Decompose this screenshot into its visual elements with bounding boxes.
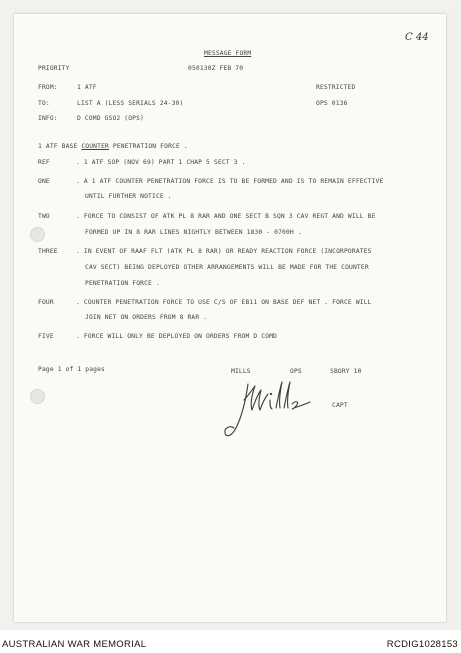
- para-label-two: TWO: [38, 213, 50, 220]
- para-line: . IN EVENT OF RAAF FLT (ATK PL 8 RAR) OR READY REACTION FORCE (INCORPORATES: [76, 248, 372, 255]
- info-label: INFO:: [38, 115, 58, 122]
- subject-line: [38, 143, 188, 151]
- para-line: CAV SECT) BEING DEPLOYED OTHER ARRANGEMENTS WILL BE MADE FOR THE COUNTER: [85, 264, 369, 271]
- sender-rank: CAPT: [332, 402, 348, 409]
- form-title: MESSAGE FORM: [204, 50, 252, 57]
- archive-reference: C 44: [405, 32, 429, 43]
- para-line: . FORCE TO CONSIST OF ATK PL 8 RAR AND ONE SECT B SQN 3 CAV REGT AND WILL BE: [76, 213, 376, 220]
- handwritten-signature: [222, 378, 326, 442]
- para-label-five: FIVE: [38, 333, 54, 340]
- sender-name: MILLS: [231, 368, 251, 375]
- para-line: UNTIL FURTHER NOTICE .: [85, 193, 172, 200]
- para-line: PENETRATION FORCE .: [85, 280, 160, 287]
- page-count: Page 1 of 1 pages: [38, 366, 105, 373]
- para-line: JOIN NET ON ORDERS FROM 8 RAR .: [85, 314, 208, 321]
- date-time-group: 050130Z FEB 70: [188, 65, 244, 72]
- para-label-one: ONE: [38, 178, 50, 185]
- subject-post: PENETRATION FORCE .: [108, 143, 188, 150]
- ops-number: OPS 0136: [316, 100, 348, 107]
- info-value: D COMD GSO2 (OPS): [77, 115, 144, 122]
- para-line: . A 1 ATF COUNTER PENETRATION FORCE IS TO BE FORMED AND IS TO REMAIN EFFECTIVE: [76, 178, 384, 185]
- subject-pre: 1 ATF BASE: [38, 143, 82, 150]
- from-label: FROM:: [38, 84, 58, 91]
- para-line: . FORCE WILL ONLY BE DEPLOYED ON ORDERS FROM D COMD: [76, 333, 277, 340]
- subject-underlined: COUNTER: [81, 143, 109, 150]
- para-label-four: FOUR: [38, 299, 54, 306]
- para-label-ref: REF: [38, 159, 50, 166]
- sender-branch: OPS: [290, 368, 302, 375]
- punch-hole-bottom: [30, 389, 45, 404]
- to-value: LIST A (LESS SERIALS 24-30): [77, 100, 184, 107]
- from-value: 1 ATF: [77, 84, 97, 91]
- para-line: FORMED UP IN 8 RAR LINES NIGHTLY BETWEEN 1830 - 0700H .: [85, 229, 302, 236]
- punch-hole-top: [30, 227, 45, 242]
- classification: RESTRICTED: [316, 84, 356, 91]
- to-label: TO:: [38, 100, 50, 107]
- footer-institution: AUSTRALIAN WAR MEMORIAL: [2, 639, 147, 650]
- sender-phone: SBORY 10: [330, 368, 362, 375]
- priority-label: PRIORITY: [38, 65, 70, 72]
- para-label-three: THREE: [38, 248, 58, 255]
- footer-record-id: RCDIG1028153: [386, 639, 458, 650]
- para-line: . COUNTER PENETRATION FORCE TO USE C/S OF EB11 ON BASE DEF NET . FORCE WILL: [76, 299, 372, 306]
- para-line: . 1 ATF SOP (NOV 69) PART 1 CHAP 5 SECT 3 .: [76, 159, 246, 166]
